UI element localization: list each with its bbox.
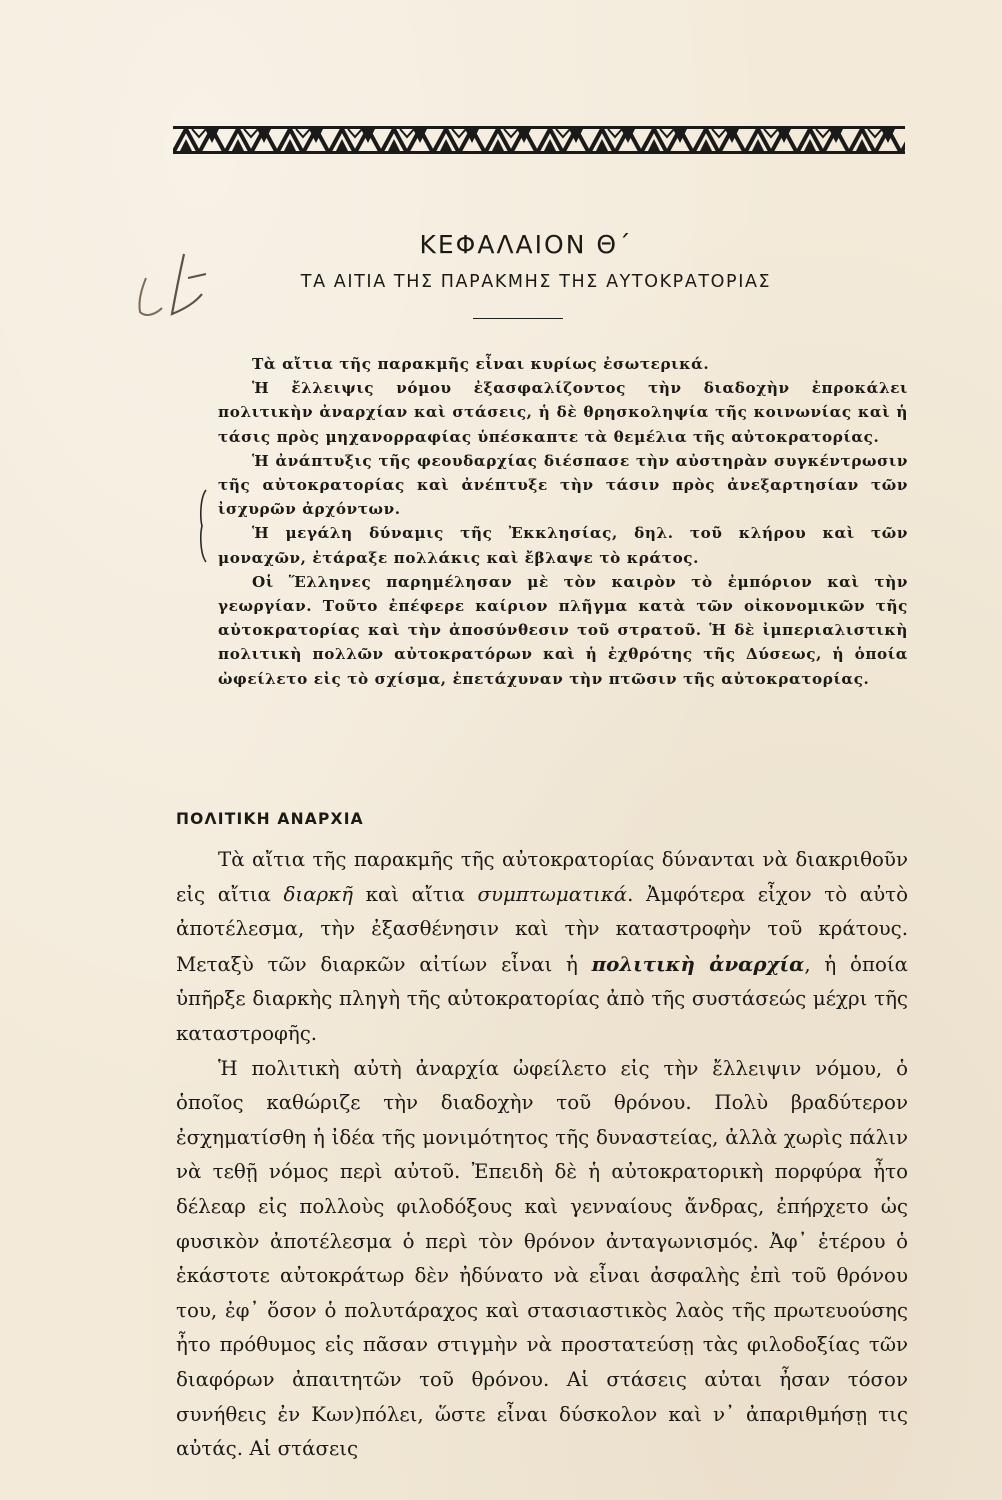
summary-paragraph: Ἡ μεγάλη δύναμις τῆς Ἐκκλησίας, δηλ. τοῦ κλήρου καὶ τῶν μοναχῶν, ἐτάραξε πολλάκις καὶ ἔβλαψε τὸ κράτος. [218, 524, 908, 567]
body-paragraph [176, 843, 908, 1052]
text-run: . Ἀμφότερα εἶχον τὸ αὐτὸ ἀποτέλεσμα, τὴν ἐξασθένησιν καὶ τὴν καταστροφὴν τοῦ κράτους. Μεταξὺ τῶν διαρκῶν αἰτίων εἶναι ἡ [176, 882, 908, 976]
text-run: , ἡ ὁποία ὑπῆρξε διαρκὴς πληγὴ τῆς αὐτοκρατορίας ἀπὸ τῆς συστάσεώς μέχρι τῆς καταστροφῆς. [176, 952, 908, 1045]
summary-paragraph: Ἡ ἀνάπτυξις τῆς φεουδαρχίας διέσπασε τὴν αὐστηρὰν συγκέντρωσιν τῆς αὐτοκρατορίας καὶ ἀνέπτυξε τὴν τάσιν πρὸς ἀνεξαρτησίαν τῶν ἰσχυρῶν ἀρχόντων. [218, 451, 908, 519]
body-paragraph: Ἡ πολιτικὴ αὐτὴ ἀναρχία ὠφείλετο εἰς τὴν ἔλλειψιν νόμου, ὁ ὁποῖος καθώριζε τὴν διαδοχὴν τοῦ θρόνου. Πολὺ βραδύτερον ἐσχηματίσθη ἡ ἰδέα τῆς μονιμότητος τῆς δυναστείας, ἀλλὰ χωρὶς πάλιν νὰ τεθῇ νόμος περὶ αὐτοῦ. Ἐπειδὴ δὲ ἡ αὐτοκρατορικὴ πορφύρα ἦτο δέλεαρ εἰς πολλοὺς φιλοδόξους καὶ γενναίους ἄνδρας, ἐπήρχετο ὡς φυσικὸν ἀποτέλεσμα ὁ περὶ τὸν θρόνον ἀνταγωνισμός. Ἀφ᾽ ἑτέρου ὁ ἑκάστοτε αὐτοκράτωρ δὲν ἠδύνατο νὰ εἶναι ἀσφαλὴς ἐπὶ τοῦ θρόνου του, ἐφ᾽ ὅσον ὁ πολυτάραχος καὶ στασιαστικὸς λαὸς τῆς πρωτευούσης ἦτο πρόθυμος εἰς πᾶσαν στιγμὴν νὰ προστατεύσῃ τὰς φιλοδοξίας τῶν διαφόρων ἀπαιτητῶν τοῦ θρόνου. Αἱ στάσεις αὐται ἦσαν τόσον συνήθεις ἐν Κων)πόλει, ὥστε εἶναι δύσκολον καὶ ν᾽ ἀπαριθμήσῃ τις αὐτάς. Αἱ στάσεις [176, 1056, 908, 1461]
handwritten-margin-bracket [196, 488, 208, 564]
text-run: Τὰ αἴτια τῆς παρακμῆς τῆς αὐτοκρατορίας δύνανται νὰ διακριθοῦν εἰς αἴτια [176, 848, 908, 906]
chapter-summary [218, 352, 908, 691]
summary-paragraph: Οἱ Ἕλληνες παρημέλησαν μὲ τὸν καιρὸν τὸ ἐμπόριον καὶ τὴν γεωργίαν. Τοῦτο ἐπέφερε καίριον πλῆγμα κατὰ τῶν οἰκονομικῶν τῆς αὐτοκρατορίας καὶ τὴν ἀποσύνθεσιν τοῦ στρατοῦ. Ἡ δὲ ἰμπεριαλιστικὴ πολιτικὴ πολλῶν αὐτοκρατόρων καὶ ἡ ἐχθρότης τῆς Δύσεως, ἡ ὁποία ὠφείλετο εἰς τὸ σχίσμα, ἐπετάχυναν τὴν πτῶσιν τῆς αὐτοκρατορίας. [218, 572, 908, 688]
emphasized-term: πολιτικὴ ἀναρχία [591, 951, 805, 976]
decorative-header-border [173, 125, 905, 155]
summary-paragraph: Ἡ ἔλλειψις νόμου ἐξασφαλίζοντος τὴν διαδοχὴν ἐπροκάλει πολιτικὴν ἀναρχίαν καὶ στάσεις, ἡ δὲ θρησκοληψία τῆς κοινωνίας καὶ ἡ τάσις πρὸς μηχανορραφίας ὑπέσκαπτε τὰ θεμέλια τῆς αὐτοκρατορίας. [218, 379, 908, 446]
italic-term: συμπτωματικά [477, 882, 628, 906]
body-text [176, 843, 908, 1467]
section-heading: ΠΟΛΙΤΙΚΗ ΑΝΑΡΧΙΑ [176, 810, 364, 828]
summary-paragraph: Τὰ αἴτια τῆς παρακμῆς εἶναι κυρίως ἐσωτερικά. [252, 355, 710, 373]
chapter-subtitle: ΤΑ ΑΙΤΙΑ ΤΗΣ ΠΑΡΑΚΜΗΣ ΤΗΣ ΑΥΤΟΚΡΑΤΟΡΙΑΣ [300, 272, 772, 292]
title-divider [473, 318, 563, 319]
text-run: καὶ αἴτια [352, 882, 478, 906]
chapter-title: ΚΕΦΑΛΑΙΟΝ Θ΄ [419, 230, 633, 259]
italic-term: διαρκῆ [283, 882, 353, 906]
